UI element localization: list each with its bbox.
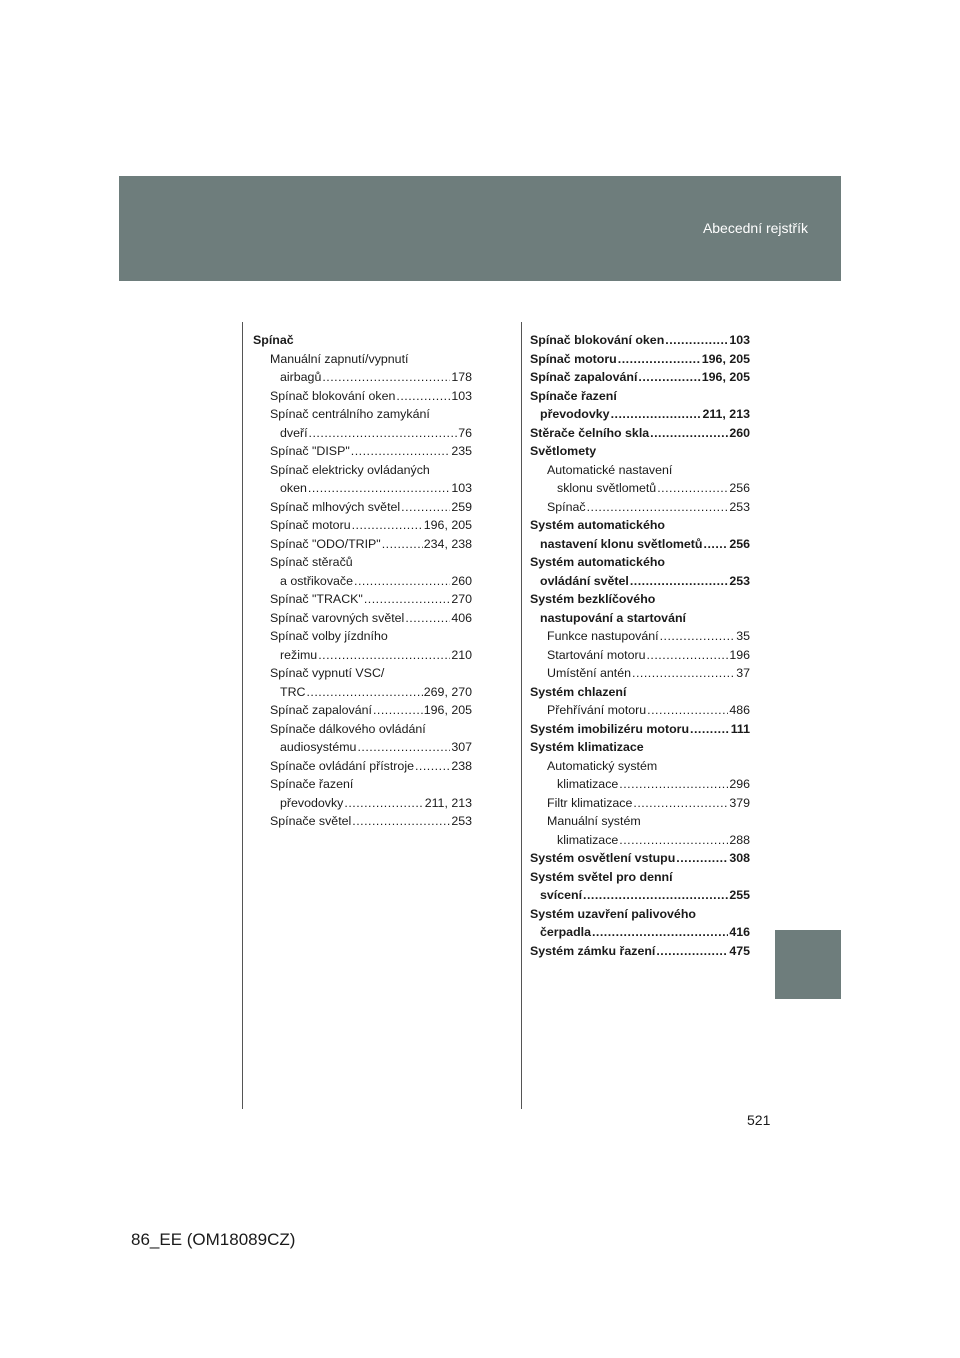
index-entry — [530, 442, 750, 461]
dot-leader — [352, 812, 450, 831]
index-entry-text: audiosystému — [280, 740, 357, 754]
dot-leader — [352, 516, 423, 535]
index-entry — [253, 664, 472, 683]
index-entry-page: 256 — [729, 536, 750, 551]
index-entry-text: Systém automatického — [530, 555, 665, 569]
index-entry — [253, 461, 472, 480]
index-entry — [530, 757, 750, 776]
index-entry — [530, 664, 750, 683]
index-entry-text: Spínač "TRACK" — [270, 592, 363, 606]
dot-leader — [647, 701, 728, 720]
dot-leader — [309, 424, 458, 443]
index-entry-text: Spínače ovládání přístroje — [270, 758, 414, 773]
index-entry-text: Filtr klimatizace — [547, 795, 633, 810]
index-entry-text: nastupování a startování — [540, 610, 686, 625]
dot-leader — [690, 720, 730, 739]
dot-leader — [618, 350, 701, 369]
index-entry — [253, 498, 472, 517]
index-entry-text: Spínač stěračů — [270, 555, 353, 569]
index-entry-text: převodovky — [280, 795, 344, 810]
index-entry-text: Systém světel pro denní — [530, 869, 673, 884]
index-entry — [253, 572, 472, 591]
index-entry-text: Spínač mlhových světel — [270, 499, 401, 514]
dot-leader — [318, 646, 450, 665]
index-entry — [530, 775, 750, 794]
index-entry-text: klimatizace — [557, 777, 619, 791]
index-entry — [530, 387, 750, 406]
index-entry-text: Spínače řazení — [270, 777, 354, 791]
index-entry-page: 253 — [729, 499, 750, 514]
index-entry — [530, 646, 750, 665]
index-entry-page: 288 — [729, 832, 750, 847]
index-entry-text: převodovky — [540, 407, 610, 421]
index-entry-text: Manuální zapnutí/vypnutí — [270, 351, 409, 366]
index-entry-page: 235 — [451, 444, 472, 458]
index-entry-text: Spínače světel — [270, 814, 352, 828]
index-entry — [530, 516, 750, 535]
index-entry-page: 196, 205 — [423, 518, 472, 532]
index-entry-page: 379 — [729, 795, 750, 810]
index-entry-page: 196, 205 — [701, 351, 750, 366]
index-entry-text: režimu — [280, 647, 318, 662]
index-entry-text: dveří — [280, 425, 308, 440]
index-entry-text: Spínač — [547, 499, 586, 514]
index-entry — [530, 683, 750, 702]
index-entry — [530, 572, 750, 591]
index-entry — [253, 331, 472, 350]
dot-leader — [676, 849, 728, 868]
index-entry — [530, 331, 750, 350]
index-entry — [253, 350, 472, 369]
index-entry — [530, 849, 750, 868]
index-entry-page: 256 — [729, 481, 750, 495]
index-entry-page: 475 — [729, 943, 750, 958]
index-entry-page: 416 — [729, 925, 750, 939]
index-entry — [253, 812, 472, 831]
index-column-left — [253, 331, 472, 831]
index-entry-page: 211, 213 — [424, 795, 472, 810]
dot-leader — [322, 368, 450, 387]
index-entry-text: Spínač — [253, 333, 294, 347]
index-entry-text: a ostřikovače — [280, 573, 354, 588]
index-entry-page: 35 — [736, 629, 750, 643]
index-entry-text: Spínač zapalování — [530, 370, 638, 384]
index-entry — [530, 461, 750, 480]
index-entry — [253, 553, 472, 572]
index-entry-page: 253 — [451, 814, 472, 828]
index-entry-page: 406 — [451, 610, 472, 625]
index-entry-text: Spínače dálkového ovládání — [270, 721, 426, 736]
index-entry-text: Stěrače čelního skla — [530, 425, 650, 440]
index-entry-page: 196, 205 — [701, 370, 750, 384]
index-entry — [253, 609, 472, 628]
index-entry — [530, 368, 750, 387]
dot-leader — [656, 942, 728, 961]
column-rule-left — [242, 322, 243, 1109]
index-entry-text: Startování motoru — [547, 647, 646, 662]
dot-leader — [646, 646, 728, 665]
index-entry — [253, 683, 472, 702]
index-entry — [253, 368, 472, 387]
index-entry-page: 238 — [451, 758, 472, 773]
index-entry — [530, 609, 750, 628]
index-entry — [253, 387, 472, 406]
index-entry-text: Manuální systém — [547, 814, 641, 828]
index-entry — [530, 479, 750, 498]
index-entry-page: 37 — [736, 666, 750, 680]
index-entry — [530, 886, 750, 905]
index-entry — [253, 442, 472, 461]
dot-leader — [592, 923, 728, 942]
index-entry-text: Spínač "DISP" — [270, 444, 350, 458]
index-entry-text: oken — [280, 481, 307, 495]
index-entry-text: Funkce nastupování — [547, 629, 659, 643]
dot-leader — [704, 535, 729, 554]
dot-leader — [364, 590, 451, 609]
index-entry-page: 260 — [451, 573, 472, 588]
dot-leader — [357, 738, 450, 757]
index-entry-page: 269, 270 — [423, 684, 472, 699]
index-entry — [253, 794, 472, 813]
dot-leader — [373, 701, 423, 720]
index-entry-text: ovládání světel — [540, 573, 629, 588]
page-number: 521 — [747, 1112, 771, 1128]
index-entry-text: čerpadla — [540, 925, 591, 939]
index-entry-text: Spínače řazení — [530, 388, 617, 403]
document-code: 86_EE (OM18089CZ) — [131, 1230, 296, 1249]
index-entry-text: Systém zámku řazení — [530, 943, 656, 958]
dot-leader — [638, 368, 700, 387]
index-entry-page: 259 — [451, 499, 472, 514]
index-entry-text: Spínač varovných světel — [270, 610, 405, 625]
index-entry-page: 296 — [729, 777, 750, 791]
dot-leader — [405, 609, 450, 628]
index-entry — [530, 701, 750, 720]
index-entry-page: 210 — [451, 647, 472, 662]
index-entry-text: Systém chlazení — [530, 684, 627, 699]
index-entry-page: 76 — [458, 425, 472, 440]
index-entry — [253, 720, 472, 739]
index-entry-text: Spínač motoru — [530, 351, 617, 366]
dot-leader — [351, 442, 451, 461]
index-entry-text: Automatický systém — [547, 758, 658, 773]
index-entry-page: 178 — [451, 370, 472, 384]
index-entry — [253, 516, 472, 535]
index-entry-page: 307 — [451, 740, 472, 754]
index-entry-page: 270 — [451, 592, 472, 606]
dot-leader — [619, 831, 728, 850]
index-entry — [530, 942, 750, 961]
index-entry — [530, 905, 750, 924]
dot-leader — [650, 424, 728, 443]
dot-leader — [354, 572, 450, 591]
index-entry-text: Spínač motoru — [270, 518, 351, 532]
index-entry — [253, 535, 472, 554]
dot-leader — [396, 387, 450, 406]
index-entry-page: 196 — [729, 647, 750, 662]
index-entry-text: nastavení klonu světlometů — [540, 536, 703, 551]
index-entry-page: 486 — [729, 703, 750, 717]
index-entry — [530, 553, 750, 572]
index-entry-text: Spínač centrálního zamykání — [270, 407, 430, 421]
index-entry-page: 103 — [729, 333, 750, 347]
index-entry — [253, 424, 472, 443]
index-entry-text: Systém imobilizéru motoru — [530, 721, 690, 736]
index-entry — [530, 498, 750, 517]
index-entry — [530, 720, 750, 739]
index-entry-text: airbagů — [280, 370, 322, 384]
index-entry — [530, 868, 750, 887]
index-entry-page: 260 — [729, 425, 750, 440]
index-entry-page: 211, 213 — [702, 407, 750, 421]
index-entry — [530, 590, 750, 609]
index-entry-page: 103 — [451, 388, 472, 403]
index-entry-text: Světlomety — [530, 444, 597, 458]
index-entry-text: Systém uzavření palivového — [530, 906, 696, 921]
index-entry-page: 253 — [729, 573, 750, 588]
dot-leader — [630, 572, 728, 591]
index-entry — [530, 535, 750, 554]
dot-leader — [308, 479, 450, 498]
index-entry — [530, 812, 750, 831]
index-entry-page: 111 — [730, 721, 750, 736]
index-entry-page: 234, 238 — [423, 536, 472, 551]
section-title: Abecední rejstřík — [702, 220, 808, 236]
index-entry-text: Spínač elektricky ovládaných — [270, 462, 430, 477]
index-entry-text: Spínač volby jízdního — [270, 629, 388, 643]
index-entry — [253, 590, 472, 609]
index-entry — [530, 923, 750, 942]
index-entry-text: Systém bezklíčového — [530, 592, 656, 606]
index-entry-text: Spínač blokování oken — [270, 388, 396, 403]
index-entry — [530, 627, 750, 646]
index-entry-page: 308 — [729, 851, 750, 865]
dot-leader — [657, 479, 728, 498]
index-entry — [253, 405, 472, 424]
dot-leader — [306, 683, 422, 702]
dot-leader — [660, 627, 736, 646]
index-entry — [253, 775, 472, 794]
index-entry-page: 255 — [729, 888, 750, 902]
index-entry-text: Umístění antén — [547, 666, 632, 680]
dot-leader — [587, 498, 729, 517]
index-entry — [253, 479, 472, 498]
header-band — [119, 176, 841, 281]
index-entry-text: Spínač vypnutí VSC/ — [270, 666, 385, 680]
dot-leader — [665, 331, 728, 350]
index-entry-text: svícení — [540, 888, 583, 902]
dot-leader — [632, 664, 735, 683]
dot-leader — [382, 535, 423, 554]
index-entry — [530, 350, 750, 369]
index-entry-text: Systém osvětlení vstupu — [530, 851, 676, 865]
index-entry-text: sklonu světlometů — [557, 481, 657, 495]
index-entry — [253, 627, 472, 646]
index-entry-text: klimatizace — [557, 832, 619, 847]
dot-leader — [583, 886, 728, 905]
index-entry — [253, 701, 472, 720]
dot-leader — [633, 794, 728, 813]
index-entry — [253, 646, 472, 665]
dot-leader — [344, 794, 423, 813]
index-entry — [530, 405, 750, 424]
index-entry-text: Spínač blokování oken — [530, 333, 665, 347]
index-entry — [253, 757, 472, 776]
index-entry-text: Spínač "ODO/TRIP" — [270, 536, 381, 551]
index-entry — [530, 831, 750, 850]
section-thumb-tab — [775, 930, 841, 999]
dot-leader — [619, 775, 728, 794]
index-column-right — [530, 331, 750, 960]
index-entry-page: 103 — [451, 481, 472, 495]
index-entry-text: TRC — [280, 684, 306, 699]
dot-leader — [611, 405, 702, 424]
index-entry — [253, 738, 472, 757]
index-entry-text: Systém automatického — [530, 518, 665, 532]
index-entry-text: Přehřívání motoru — [547, 703, 647, 717]
dot-leader — [415, 757, 450, 776]
column-rule-middle — [521, 322, 522, 1109]
index-entry — [530, 738, 750, 757]
index-entry — [530, 424, 750, 443]
index-entry-text: Systém klimatizace — [530, 740, 644, 754]
index-entry-text: Spínač zapalování — [270, 703, 372, 717]
index-entry — [530, 794, 750, 813]
index-entry-text: Automatické nastavení — [547, 462, 673, 477]
index-entry-page: 196, 205 — [423, 703, 472, 717]
dot-leader — [401, 498, 450, 517]
